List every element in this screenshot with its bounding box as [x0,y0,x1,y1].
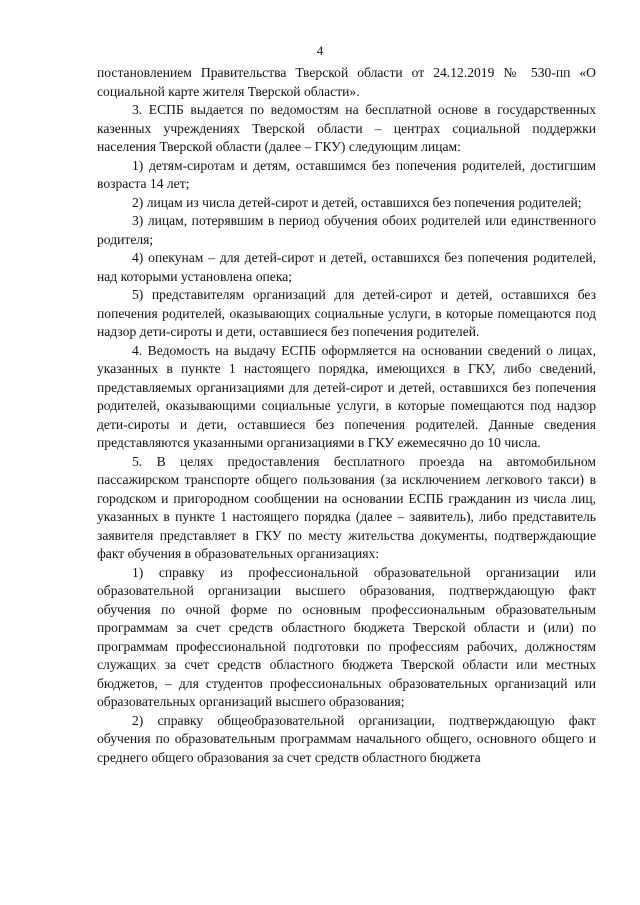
paragraph: 3. ЕСПБ выдается по ведомостям на бесплатной основе в государственных казенных учреждениях Тверской области – центрах социальной поддержки населения Тверской области (далее – ГКУ) следующим лицам: [97,102,596,154]
paragraph: 5. В целях предоставления бесплатного проезда на автомобильном пассажирском транспорте общего пользования (за исключением легкового такси) в городском и пригородном сообщении на основании ЕСПБ гражданин из числа лиц, указанных в пункте 1 настоящего порядка (далее – заявитель), либо представитель заявителя представляет в ГКУ по месту жительства документы, подтверждающие факт обучения в образовательных организациях: [97,453,596,561]
paragraph: 2) лицам из числа детей-сирот и детей, оставшихся без попечения родителей; [132,194,582,210]
page-number: 4 [316,43,324,58]
paragraph: 3) лицам, потерявшим в период обучения обоих родителей или единственного родителя; [97,213,596,247]
paragraph: 5) представителям организаций для детей-сирот и детей, оставшихся без попечения родителей, оказывающих социальные услуги, в которые помещаются под надзор дети-сироты и дети, оставшиеся без попечения родителей. [97,287,596,339]
paragraph: 4) опекунам – для детей-сирот и детей, оставшихся без попечения родителей, над которыми установлена опека; [97,250,596,284]
paragraph: 2) справку общеобразовательной организации, подтверждающую факт обучения по образовательным программам начального общего, основного общего и среднего общего образования за счет средств областного бюджета [97,712,596,765]
paragraph: 1) справку из профессиональной образовательной организации или образовательной организации высшего образования, подтверждающую факт обучения по очной форме по основным профессиональным образовательным программам за счет средств областного бюджета Тверской области и (или) по программам профессиональной подготовки по профессиям рабочих, должностям служащих за счет средств областного бюджета Тверской области или местных бюджетов, – для студентов профессиональных образовательных организаций или образовательных организаций высшего образования; [97,564,596,709]
paragraph: 1) детям-сиротам и детям, оставшимся без попечения родителей, достигшим возраста 14 лет; [97,157,596,191]
body-text [97,64,596,767]
paragraph: 4. Ведомость на выдачу ЕСПБ оформляется на основании сведений о лицах, указанных в пункте 1 настоящего порядка, имеющихся в ГКУ, либо сведений, представляемых организациями для детей-сирот и детей, оставшихся без попечения родителей, оказывающими социальные услуги, в которые помещаются под надзор дети-сироты и дети, оставшиеся без попечения родителей. Данные сведения представляются указанными организациями в ГКУ ежемесячно до 10 числа. [97,342,596,450]
paragraph: постановлением Правительства Тверской области от 24.12.2019 № 530-пп «О социальной карте жителя Тверской области». [97,65,596,99]
